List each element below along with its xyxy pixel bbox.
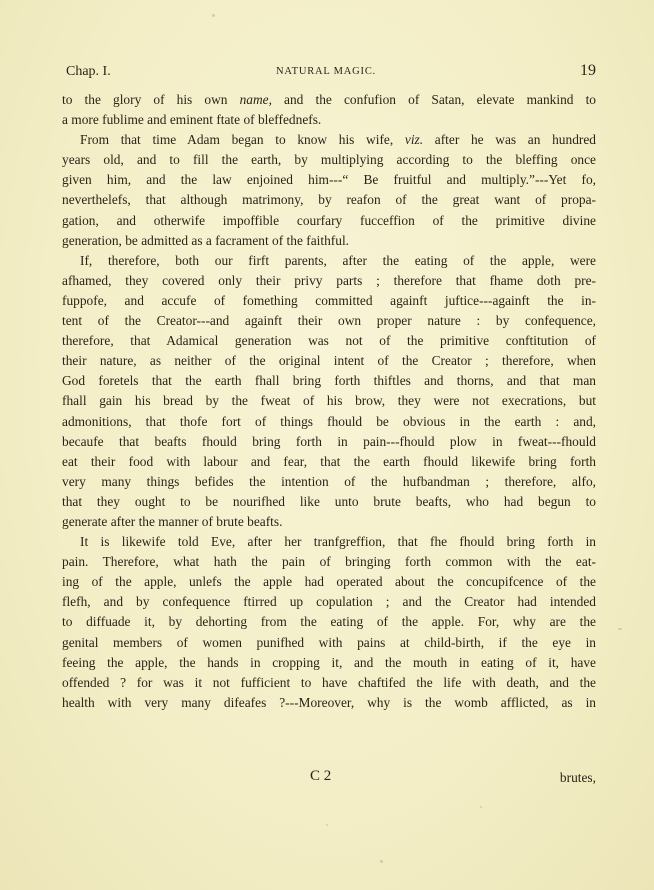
text-line: neverthelefs, that although matrimony, by reafon of the great want of propa- (62, 192, 596, 208)
text-line: tent of the Creator---and againft their own proper nature : by confequence, (62, 313, 596, 329)
text-line: generate after the manner of brute beafts. (62, 513, 283, 529)
text-line: feeing the apple, the hands in cropping it, and the mouth in eating of it, have (62, 654, 596, 670)
text-line: to the glory of his own name, and the confufion of Satan, elevate mankind to (62, 92, 596, 107)
text-line: flefh, and by confequence ftirred up copulation ; and the Creator had intended (62, 594, 596, 610)
paper-speck (618, 628, 622, 630)
page-number: 19 (580, 62, 596, 79)
text-line: a more fublime and eminent ftate of bleffednefs. (62, 112, 322, 128)
text-line: fuppofe, and accufe of fomething committed againft juftice---againft the in- (62, 292, 596, 308)
text-line: eat their food with labour and fear, that the earth fhould likewife bring forth (62, 453, 596, 469)
text-line: given him, and the law enjoined him---“ Be fruitful and multiply.”---Yet fo, (62, 172, 596, 188)
text-line: health with very many difeafes ?---Moreover, why is the womb afflicted, as in (62, 694, 596, 710)
paper-speck (326, 824, 328, 826)
text-line: ing of the apple, unlefs the apple had operated about the concupifcence of the (62, 574, 596, 590)
text-line: afhamed, they covered only their privy parts ; therefore that fhame doth pre- (62, 272, 596, 288)
text-line: that they ought to be nourifhed like unto brute beafts, who had begun to (62, 493, 596, 509)
text-line: fhall gain his bread by the fweat of his brow, they were not execrations, but (62, 393, 596, 409)
text-line: From that time Adam began to know his wife, viz. after he was an hundred (80, 132, 596, 148)
text-line: years old, and to fill the earth, by multiplying according to the bleffing once (62, 152, 596, 168)
paper-speck (212, 14, 215, 17)
catchword: brutes, (559, 770, 596, 785)
text-line: pain. Therefore, what hath the pain of bringing forth common with the eat- (62, 554, 596, 570)
text-line: therefore, that Adamical generation was not of the primitive conftitution of (62, 333, 596, 349)
chapter-label: Chap. I. (66, 64, 111, 79)
text-line: God foretels that the earth fhall bring forth thiftles and thorns, and that man (62, 373, 596, 389)
running-header (66, 64, 596, 84)
body-text (62, 90, 596, 713)
text-line: to diffuade it, by dehorting from the eating of the apple. For, why are the (62, 614, 596, 630)
text-line: If, therefore, both our firft parents, after the eating of the apple, were (80, 252, 596, 268)
text-line: offended ? for was it not fufficient to have chaftifed the life with death, and the (62, 674, 596, 690)
paper-speck (480, 806, 482, 808)
running-title: NATURAL MAGIC. (276, 66, 377, 77)
text-line: becaufe that beafts fhould bring forth in pain---fhould plow in fweat---fhould (62, 433, 596, 449)
text-line: genital members of women punifhed with pains at child-birth, if the eye in (62, 634, 596, 650)
signature-mark: C 2 (310, 768, 332, 784)
text-line: admonitions, that thofe fort of things fhould be obvious in the earth : and, (62, 413, 596, 429)
paper-speck (380, 860, 383, 863)
page-footer (62, 768, 596, 788)
text-line: gation, and otherwife impoffible courfary fucceffion of the primitive divine (62, 212, 596, 228)
text-line: very many things befides the intention of the hufbandman ; therefore, alfo, (62, 473, 596, 489)
text-line: generation, be admitted as a facrament of the faithful. (62, 232, 350, 248)
text-line: their nature, as neither of the original intent of the Creator ; therefore, when (62, 353, 596, 369)
text-line: It is likewife told Eve, after her tranfgreffion, that fhe fhould bring forth in (80, 534, 596, 550)
